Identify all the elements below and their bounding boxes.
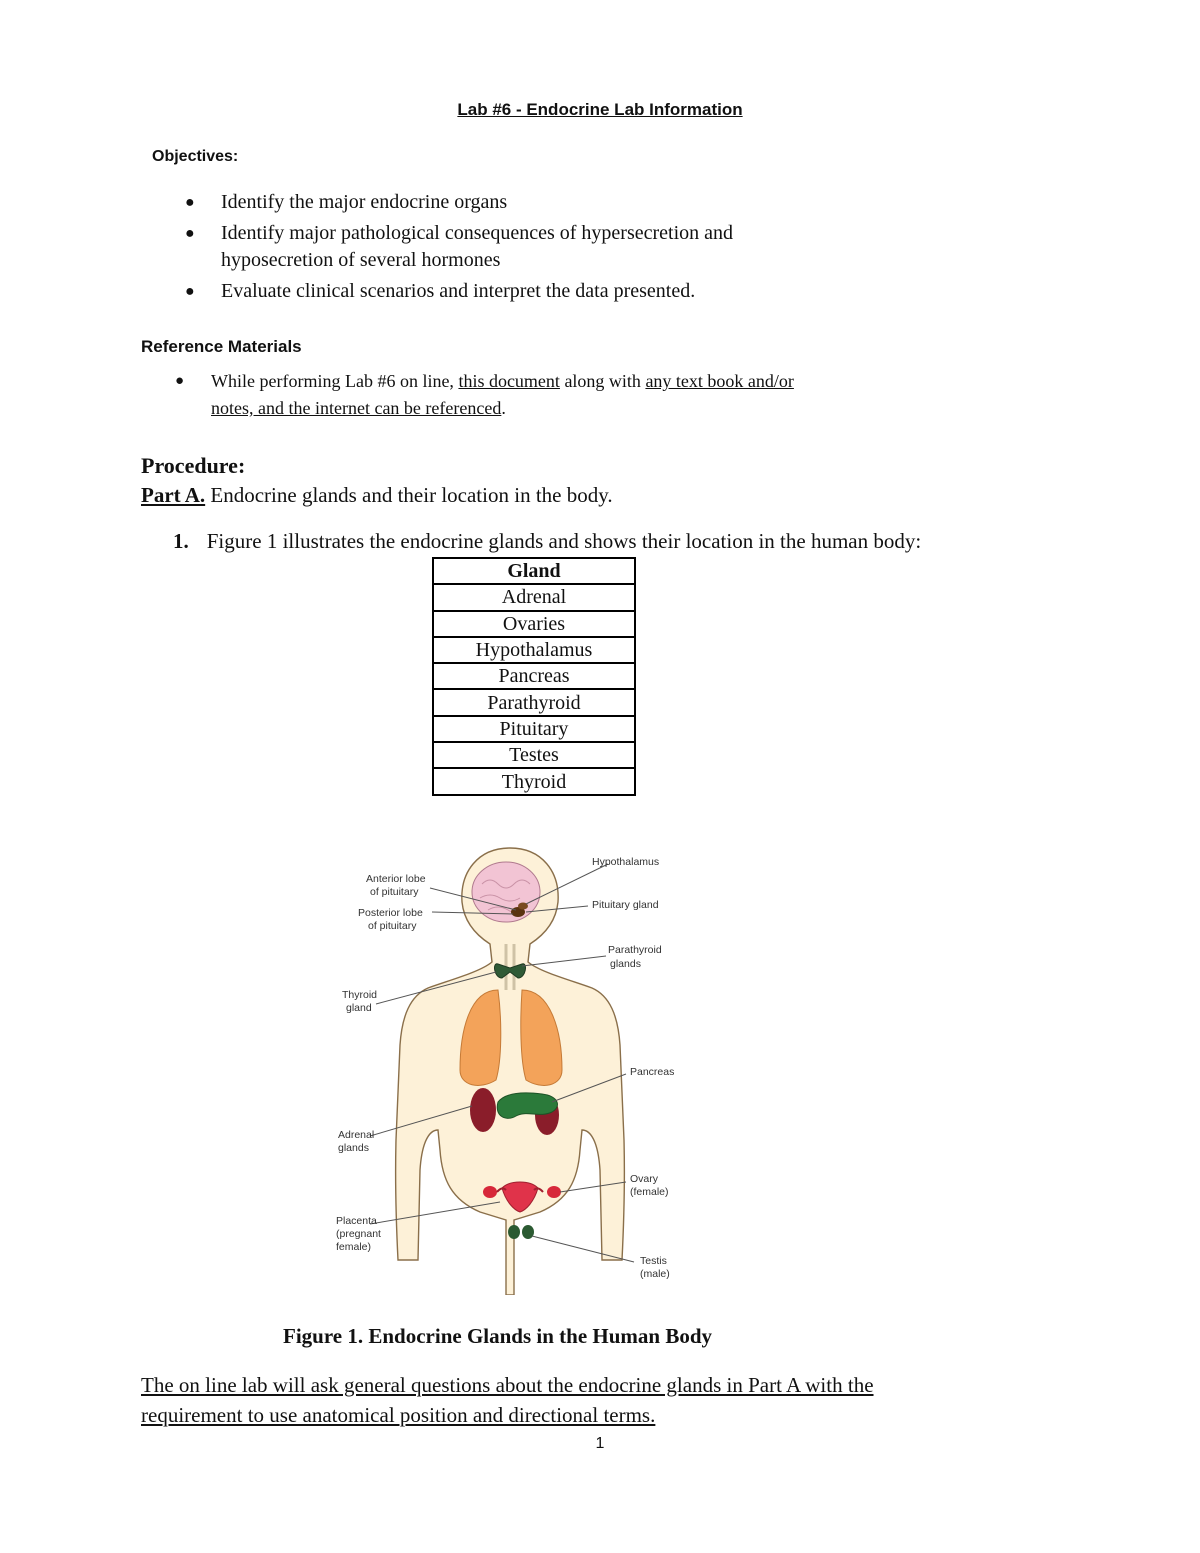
part-a-heading: Part A. Endocrine glands and their location in the body. (141, 483, 613, 507)
bullet-icon: ● (185, 283, 195, 300)
objective-item: ● Identify major pathological consequences of hypersecretion and (185, 220, 733, 247)
reference-heading: Reference Materials (141, 337, 302, 356)
bullet-icon: ● (185, 225, 195, 242)
label-adrenal: Adrenal (338, 1129, 375, 1141)
label-testis: Testis (640, 1255, 667, 1267)
reference-link-textbook: any text book and/or (645, 371, 794, 391)
label-placenta-2: (pregnant (336, 1228, 381, 1240)
procedure-heading: Procedure: (141, 453, 246, 478)
label-anterior-lobe-2: of pituitary (370, 886, 419, 898)
label-posterior-lobe-2: of pituitary (368, 920, 417, 932)
label-anterior-lobe: Anterior lobe (366, 873, 426, 885)
label-thyroid-2: gland (346, 1002, 372, 1014)
page-title: Lab #6 - Endocrine Lab Information (457, 100, 743, 119)
page-number: 1 (595, 1435, 605, 1452)
label-adrenal-2: glands (338, 1142, 369, 1154)
label-placenta: Placenta (336, 1215, 377, 1227)
endocrine-figure (330, 840, 690, 1295)
left-testis (508, 1225, 520, 1239)
reference-item: ● While performing Lab #6 on line, this document along with any text book and/or notes, and the internet can be referenced. (175, 368, 935, 422)
label-pituitary-gland: Pituitary gland (592, 899, 659, 911)
label-parathyroid: Parathyroid (608, 944, 662, 956)
reference-link-document: this document (458, 371, 560, 391)
label-pancreas: Pancreas (630, 1066, 675, 1078)
bullet-icon: ● (175, 373, 185, 389)
objective-item-continued: hyposecretion of several hormones (221, 249, 501, 271)
table-row: Thyroid (433, 768, 635, 794)
label-ovary-2: (female) (630, 1186, 669, 1198)
right-ovary (547, 1186, 561, 1198)
table-row: Pituitary (433, 716, 635, 742)
table-row: Testes (433, 742, 635, 768)
step-1: 1. Figure 1 illustrates the endocrine glands and shows their location in the human body: (173, 529, 922, 553)
figure-caption: Figure 1. Endocrine Glands in the Human Body (283, 1324, 713, 1348)
objective-item: ● Identify the major endocrine organs (185, 189, 733, 216)
table-row: Ovaries (433, 611, 635, 637)
objectives-heading: Objectives: (152, 148, 239, 165)
label-posterior-lobe: Posterior lobe (358, 907, 423, 919)
right-testis (522, 1225, 534, 1239)
table-row: Adrenal (433, 584, 635, 610)
gland-table (432, 557, 636, 796)
label-hypothalamus: Hypothalamus (592, 856, 660, 868)
closing-note: The on line lab will ask general questions about the endocrine glands in Part A with the requirement to use anatomical position and directional terms. (141, 1373, 874, 1427)
label-parathyroid-2: glands (610, 958, 641, 970)
label-placenta-3: female) (336, 1241, 372, 1253)
table-row: Hypothalamus (433, 637, 635, 663)
left-ovary (483, 1186, 497, 1198)
bullet-icon: ● (185, 194, 195, 211)
objective-item: ● Evaluate clinical scenarios and interpret the data presented. (185, 278, 733, 305)
reference-link-notes: notes, and the internet can be referenced (211, 398, 502, 418)
label-testis-2: (male) (640, 1268, 670, 1280)
label-thyroid: Thyroid (342, 989, 378, 1001)
table-row: Parathyroid (433, 689, 635, 715)
gland-table-header: Gland (433, 558, 635, 584)
table-row: Pancreas (433, 663, 635, 689)
label-ovary: Ovary (630, 1173, 659, 1185)
objectives-list (185, 189, 733, 305)
left-adrenal-kidney (470, 1088, 496, 1132)
